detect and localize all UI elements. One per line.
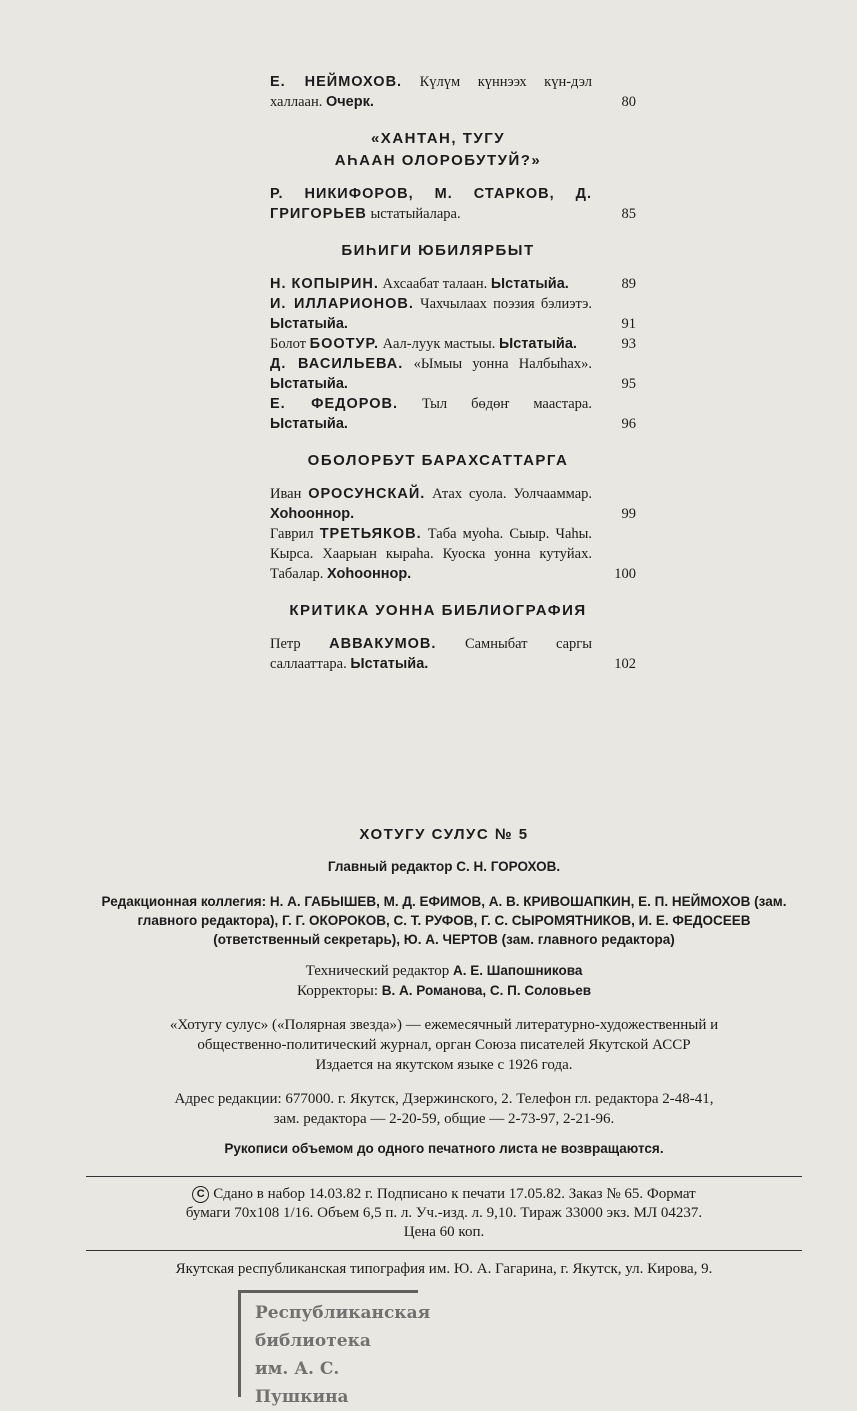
entry-author: Д. ВАСИЛЬЕВА. bbox=[270, 356, 404, 372]
entry-genre: Хоһооннор. bbox=[270, 506, 355, 522]
entry-page: 99 bbox=[621, 506, 636, 522]
entry-genre: Ыстатыйа. bbox=[270, 316, 348, 332]
print-details bbox=[86, 1177, 802, 1250]
entry-page: 80 bbox=[621, 94, 636, 110]
entry-title: Атах суола. Уолчааммар. bbox=[432, 486, 593, 502]
toc-entry bbox=[270, 484, 636, 524]
entry-genre: Хоһооннор. bbox=[327, 566, 412, 582]
entry-page: 89 bbox=[621, 276, 636, 292]
section-heading: ОБОЛОРБУТ БАРАХСАТТАРГА bbox=[307, 452, 569, 469]
section-heading: КРИТИКА УОННА БИБЛИОГРАФИЯ bbox=[289, 602, 587, 619]
stamp-line: Республиканская bbox=[255, 1303, 431, 1323]
technical-staff bbox=[86, 961, 802, 1001]
entry-genre: Ыстатыйа. bbox=[270, 416, 348, 432]
address-line: зам. редактора — 2-20-59, общие — 2-73-97, 2-21-96. bbox=[273, 1111, 615, 1127]
entry-author: И. ИЛЛАРИОНОВ. bbox=[270, 296, 414, 312]
proofreaders-label: Корректоры: bbox=[296, 983, 379, 999]
entry-title: Самныбат саргы саллааттара. bbox=[270, 636, 592, 672]
description-line: Издается на якутском языке с 1926 года. bbox=[315, 1057, 573, 1073]
entry-page: 96 bbox=[621, 416, 636, 432]
entry-title: «Ымыы уонна Налбыһах». bbox=[413, 356, 592, 372]
toc-entry bbox=[270, 524, 636, 584]
toc-entry bbox=[270, 334, 636, 354]
chief-editor: Главный редактор С. Н. ГОРОХОВ. bbox=[327, 859, 561, 874]
description-line: общественно-политический журнал, орган Союза писателей Якутской АССР bbox=[197, 1037, 691, 1053]
entry-genre: Ыстатыйа. bbox=[490, 276, 569, 292]
toc-entry bbox=[270, 72, 636, 112]
entry-page: 93 bbox=[621, 336, 636, 352]
print-line: Сдано в набор 14.03.82 г. Подписано к печати 17.05.82. Заказ № 65. Формат bbox=[213, 1186, 696, 1202]
entry-title: Таба муоһа. Сыыр. Чаһы. Кырса. Хаарыан кыраһа. Куоска уонна кутуйах. Табалар. bbox=[270, 526, 593, 582]
entry-genre: Ыстатыйа. bbox=[270, 376, 348, 392]
imprint bbox=[86, 826, 802, 1287]
editorial-address bbox=[86, 1089, 802, 1129]
entry-author: Е. ФЕДОРОВ. bbox=[270, 396, 398, 412]
section-heading-line: «ХАНТАН, ТУГУ bbox=[370, 130, 506, 147]
entry-genre: Ыстатыйа. bbox=[350, 656, 429, 672]
print-line: бумаги 70х108 1/16. Объем 6,5 п. л. Уч.-изд. л. 9,10. Тираж 33000 экз. МЛ 04237. bbox=[185, 1205, 703, 1221]
magazine-description bbox=[86, 1015, 802, 1075]
entry-page: 85 bbox=[621, 206, 636, 222]
entry-genre: Ыстатыйа. bbox=[499, 336, 577, 352]
entry-page: 100 bbox=[614, 566, 636, 582]
toc-entry bbox=[270, 354, 636, 394]
entry-page: 95 bbox=[621, 376, 636, 392]
entry-title: Аал-луук мастыы. bbox=[382, 336, 496, 352]
toc-entry bbox=[270, 394, 636, 434]
toc-entry bbox=[270, 184, 636, 224]
entry-author-first: Иван bbox=[270, 486, 302, 502]
entry-title: ыстатыйалара. bbox=[370, 206, 461, 222]
entry-title: Ахсаабат талаан. bbox=[382, 276, 488, 292]
magazine-title: ХОТУГУ СУЛУС № 5 bbox=[359, 826, 529, 843]
entry-title: Тыл бөдөҥ маастара. bbox=[421, 396, 592, 412]
proofreaders-names: В. А. Романова, С. П. Соловьев bbox=[381, 983, 592, 998]
entry-page: 102 bbox=[614, 656, 636, 672]
printing-house: Якутская республиканская типография им. Ю. А. Гагарина, г. Якутск, ул. Кирова, 9. bbox=[175, 1261, 713, 1277]
entry-author-first: Болот bbox=[270, 336, 307, 352]
section-heading-line: АҺААН ОЛОРОБУТУЙ?» bbox=[334, 152, 542, 169]
section-heading: БИҺИГИ ЮБИЛЯРБЫТ bbox=[341, 242, 535, 259]
manuscripts-note: Рукописи объемом до одного печатного листа не возвращаются. bbox=[224, 1141, 664, 1156]
editorial-board: Редакционная коллегия: Н. А. ГАБЫШЕВ, М. Д. ЕФИМОВ, А. В. КРИВОШАПКИН, Е. П. НЕЙМОХОВ (зам. главного редактора), Г. Г. ОКОРОКОВ, С. Т. РУФОВ, Г. С. СЫРОМЯТНИКОВ, И. Е. ФЕДОСЕЕВ (ответственный секретарь), Ю. А. ЧЕРТОВ (зам. главного редактора) bbox=[101, 894, 787, 947]
toc-entry bbox=[270, 274, 636, 294]
entry-genre: Очерк. bbox=[325, 94, 374, 110]
stamp-line: библиотека bbox=[255, 1331, 371, 1351]
description-line: «Хотугу сулус» («Полярная звезда») — ежемесячный литературно-художественный и bbox=[169, 1017, 719, 1033]
entry-title: Чахчылаах поэзия бэлиэтэ. bbox=[420, 296, 593, 312]
section-heading bbox=[270, 128, 636, 172]
entry-author: АВВАКУМОВ. bbox=[329, 636, 437, 652]
print-line: Цена 60 коп. bbox=[403, 1224, 485, 1240]
entry-author: ОРОСУНСКАЙ. bbox=[308, 486, 426, 502]
tech-editor-name: А. Е. Шапошникова bbox=[453, 963, 583, 978]
toc-entry bbox=[270, 634, 636, 674]
copyright-icon: С bbox=[192, 1186, 209, 1203]
entry-author: БООТУР. bbox=[309, 336, 380, 352]
entry-page: 91 bbox=[621, 316, 636, 332]
entry-author-first: Петр bbox=[270, 636, 301, 652]
entry-author-first: Гаврил bbox=[270, 526, 314, 542]
address-line: Адрес редакции: 677000. г. Якутск, Дзержинского, 2. Телефон гл. редактора 2-48-41, bbox=[174, 1091, 714, 1107]
library-stamp bbox=[238, 1290, 431, 1407]
entry-author: Е. НЕЙМОХОВ. bbox=[270, 74, 403, 90]
table-of-contents bbox=[270, 72, 636, 674]
entry-author: Р. НИКИФОРОВ, М. СТАРКОВ, Д. ГРИГОРЬЕВ bbox=[270, 186, 592, 222]
entry-title: Күлүм күннээх күн-дэл халлаан. bbox=[270, 74, 592, 110]
entry-author: ТРЕТЬЯКОВ. bbox=[319, 526, 422, 542]
stamp-line: им. А. С. Пушкина bbox=[255, 1359, 349, 1407]
tech-editor-label: Технический редактор bbox=[305, 963, 450, 979]
toc-entry bbox=[270, 294, 636, 334]
entry-author: Н. КОПЫРИН. bbox=[270, 276, 379, 292]
